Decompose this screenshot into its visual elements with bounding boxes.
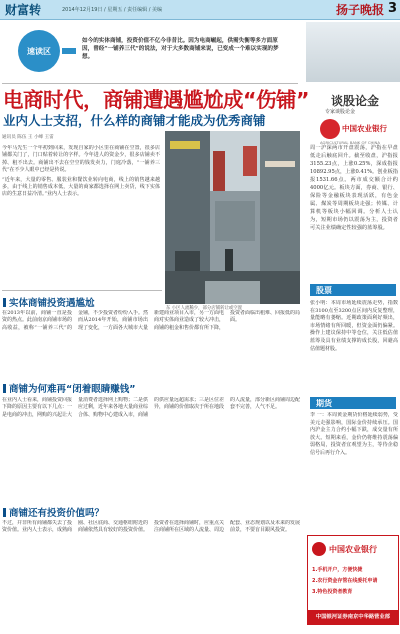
bank-logo [320, 118, 398, 145]
category-tag-stocks [310, 284, 396, 296]
ad-feature: 2.农行资金存管在线委托申请 [312, 578, 378, 584]
column-label-text: 速读区 [27, 46, 51, 56]
photo-caption: 东 小区人流稀少，部分店铺转让或空置 [166, 306, 243, 311]
futures-commentary-text: 李 一：本周黄金期货价格延续弱势，受美元走强影响，国际金价持续承压。国内沪金主力合约小幅下跌，成交量有所放大。短期来看，金价仍将维持震荡偏弱格局，投资者宜观望为主，等待企稳信号后再行介入。 [310, 412, 398, 456]
page-number: 3 [387, 1, 397, 16]
bank-english-name: AGRICULTURAL BANK OF CHINA [320, 139, 380, 145]
article-paragraph [2, 397, 300, 501]
divider [2, 83, 298, 84]
article-text: “近年来，大量的零售、服装业和餐饮业转向电商，线上的销售越来越多，由于线上的销售成本低，大量的商家都选择在网上卖货，线下实体店的生意日益冷清。”业内人士表示。 [2, 176, 160, 198]
section-heading-mark [3, 384, 6, 393]
section-name: 财富转 [5, 3, 42, 17]
page-header [0, 0, 400, 20]
issue-meta: 2014年12月19日 / 星期五 / 责任编辑 / 美编 [62, 7, 163, 13]
article-text: 今年马先生一个年初到回来，发现自家的小区里在商铺在空置，很多店铺都关门了，门口贴着转让的字样。今年进人的资金少，很多店铺卖不掉、租不出去。商铺出不去在空空的钱发卖力，门庭冷落，“一铺养三代”在不少人眼中已经是传说。 [2, 145, 160, 174]
section-heading [3, 295, 95, 309]
article-text: 在2013年以前，商铺一直是投资的热点。此前南京商铺市场的高收益，被称“一铺养三代”的金铺，不少投资者纷纷入手。然而从2014年开始，商铺市场出现了变化，一方面各大城市大量新建商业项目入市，另一方面电商对实体商业造成了较大冲击，商铺的租金和售价都有所下降，投资者面临出租难、回报低的局面。 [2, 310, 300, 331]
bank-emblem-icon [312, 542, 326, 556]
stocks-commentary [310, 300, 398, 395]
article-subheadline: 业内人士支招，什么样的商铺才能成为优秀商铺 [3, 113, 266, 128]
section-heading-mark [3, 508, 6, 517]
ad-feature: 3.特色投资者教育 [312, 589, 353, 595]
futures-commentary [310, 412, 398, 532]
section-heading-text: 实体商铺投资遇尴尬 [9, 298, 95, 309]
article-paragraph [2, 145, 160, 260]
section-heading-mark [3, 298, 6, 307]
column-label-badge [18, 30, 60, 72]
bank-advertisement [307, 535, 399, 625]
bank-emblem-icon [320, 119, 340, 139]
market-summary-text: 周一沪深两市开盘震荡，沪指在早盘低走后触底回升。截至收盘，沪指报3155.23点，上涨0.25%，深成指报10892.95点，上涨0.41%。创业板指报1531.66点。两市成交额合计约4000亿元。板块方面，券商、银行、保险等金融板块表现活跃，有色金属、煤炭等周期板块走强；传媒、计算机等板块小幅回调。分析人士认为，短期市场仍以震荡为主，投资者可关注业绩确定性较强的蓝筹股。 [310, 145, 398, 231]
newspaper-brand: 扬子晚报 [335, 3, 384, 17]
section-heading-text: 商铺为何难再“闭着眼睛赚钱” [9, 384, 136, 395]
article-byline: 通讯员 陈伍 王 小峰 王雷 [2, 135, 54, 140]
article-paragraph [2, 310, 300, 378]
article-headline: 电商时代，商铺遭遇尴尬成“伤铺” [3, 88, 309, 112]
ad-feature: 1.手机开户，方便快捷 [312, 567, 363, 573]
article-lede: 如今的实体商铺，投资价值不亿今非昔比。因为电商崛起，供需失衡等多方面原因，曾经“一铺养三代”的说法，对于大多数商铺来说，已变成一个难以实现的梦想。 [82, 38, 279, 60]
bank-name: 中国农业银行 [342, 124, 387, 133]
sidebar-column-subtitle: 专家谈股论金 [325, 109, 356, 115]
section-heading [3, 505, 104, 519]
ad-footer: 中国银河证券南京中华路营业部 [308, 610, 398, 624]
street-photo [165, 131, 300, 304]
article-paragraph [2, 520, 300, 630]
article-text: 不过，并非所有商铺都失去了投资价值。业内人士表示，成熟商圈、社区底商、交通枢纽附近的商铺依然具有较好的投资价值。投资者在选择商铺时，应重点关注商铺所在区域的人流量、周边配套、业态规划以及未来的发展前景，不要盲目跟风投资。 [2, 520, 300, 534]
stocks-commentary-text: 张小明：本周市场延续震荡走势，指数在3100点至3200点区间内反复整理，量能略有萎缩。近期政策面利好频出，市场情绪有所回暖，但资金面仍偏紧。操作上建议保持中等仓位，关注低估值蓝筹及具有业绩支撑的成长股，回避高估值题材股。 [310, 300, 398, 352]
sidebar-banner [306, 22, 400, 82]
tag-label: 股票 [316, 286, 332, 295]
category-tag-futures [310, 397, 396, 409]
divider [2, 290, 162, 291]
article-text: 在业内人士看来，商铺投资回报下降的原因主要有以下几点：一是电商的冲击，网购的兴起让大量消费者选择网上购物；二是供应过剩，近年来各地大量商业综合体、购物中心建成入市，商铺的供应量远超需求；三是区位差异，商铺的价值取决于所在地段的人流量，部分新区商铺周边配套不完善，人气不足。 [2, 397, 300, 418]
market-summary [310, 144, 398, 280]
tag-label: 期货 [316, 399, 332, 408]
ad-bank-name: 中国农业银行 [329, 544, 377, 554]
sidebar-column-title: 谈股论金 [331, 94, 380, 108]
section-heading [3, 381, 136, 395]
street-photo-image [165, 131, 300, 304]
ad-logo [312, 542, 396, 558]
banner-image [306, 22, 400, 82]
section-heading-text: 商铺还有投资价值吗？ [9, 508, 105, 519]
